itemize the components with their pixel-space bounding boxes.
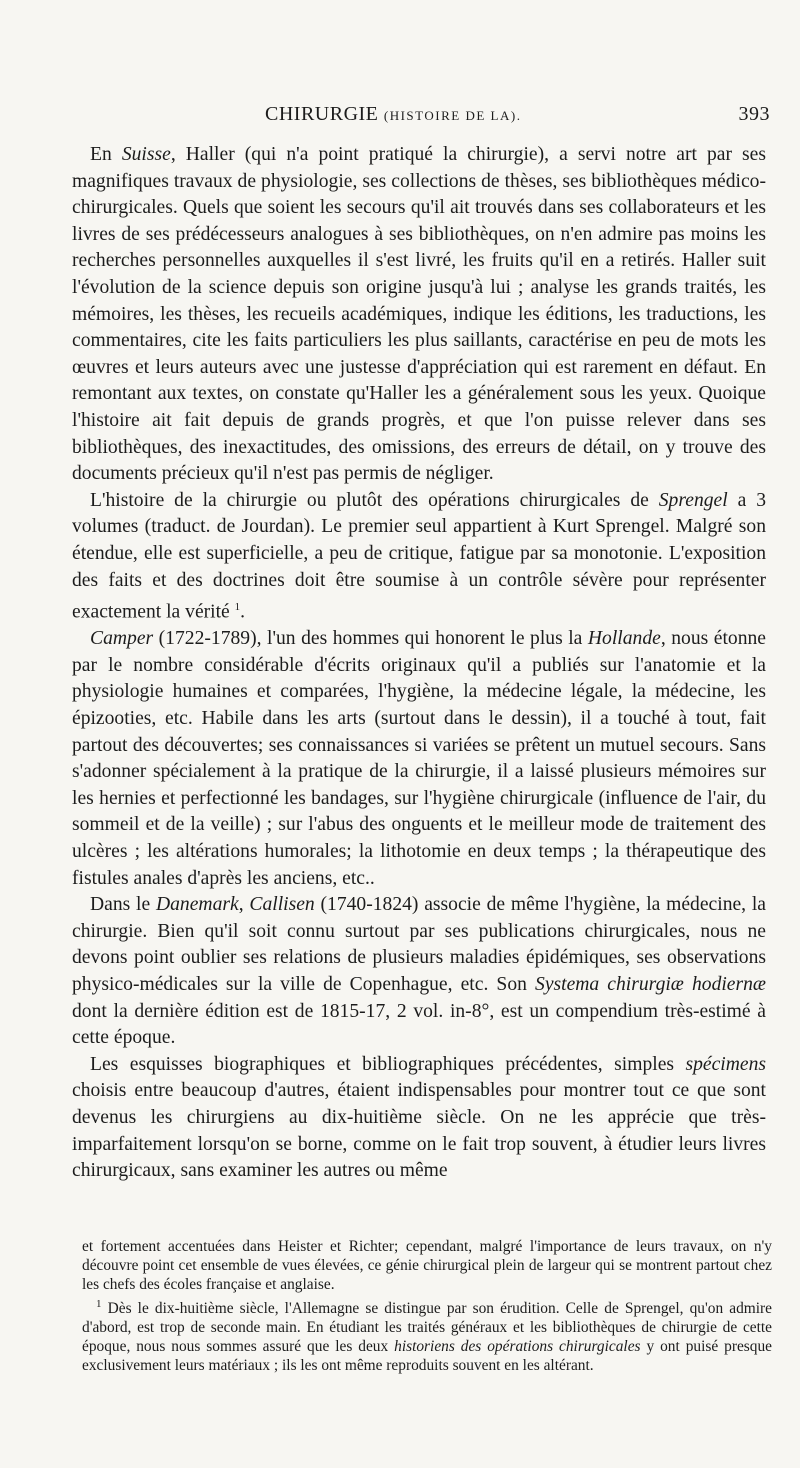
name-callisen: Callisen (249, 894, 315, 916)
place-suisse: Suisse (121, 144, 171, 165)
place-hollande: Hollande (587, 628, 661, 650)
page-number: 393 (738, 103, 770, 125)
paragraph-haller: En Suisse, Haller (qui n'a point pratiqué la chirurgie), a servi notre art par ses magnifiques travaux de physiologie, ses collections de thèses, ses bibliothèques médico-chirurgicales. Quels que soient les secours qu'il ait trouvés dans ses collaborateurs et les livres de ses prédécesseurs analogues à ses bibliothèques, on n'en admire pas moins les recherches personnelles auxquelles il s'est livré, les fruits qu'il en a retirés. Haller suit l'évolution de la science depuis son origine jusqu'à lui ; analyse les grands traités, les mémoires, les thèses, les recueils académiques, indique les éditions, les traductions, les commentaires, cite les faits particuliers les plus saillants, caractérise en peu de mots les œuvres et leurs auteurs avec une justesse d'appréciation qui est rarement en défaut. En remontant aux textes, on constate qu'Haller les a généralement sous les yeux. Quoique l'histoire ait fait depuis de grands progrès, et que l'on puisse relever dans ses bibliothèques, des inexactitudes, des omissions, des erreurs de détail, on y trouve des documents précieux qu'il n'est pas permis de négliger. (72, 144, 766, 485)
name-camper: Camper (90, 628, 154, 650)
header-title (265, 103, 521, 126)
paragraph-esquisses: Les esquisses biographiques et bibliographiques précédentes, simples spécimens choisis entre beaucoup d'autres, étaient indispensables pour montrer tout ce que sont devenus les chirurgiens au dix-huitième siècle. On ne les apprécie que très-imparfaitement lorsqu'on se borne, comme on le fait trop souvent, à étudier leurs livres chirurgicaux, sans examiner les autres ou même (72, 1053, 766, 1182)
footnote-ref-1: 1 (234, 601, 241, 614)
header-title-main: CHIRURGIE (265, 103, 379, 125)
footnote-1: $^1$ Dès le dix-huitième siècle, l'Allemagne se distingue par son érudition. Celle de Sprengel, qu'on admire d'abord, est trop de seconde main. En étudiant les traités généraux et les bibliothèques de chirurgie de cette époque, nous nous sommes assuré que les deux historiens des opérations chirurgicales y ont puisé presque exclusivement leurs matériaux ; ils les ont même reproduits souvent en les altérant. (82, 1297, 772, 1375)
place-danemark: Danemark (155, 894, 239, 916)
name-sprengel: Sprengel (658, 489, 728, 511)
body-text (72, 142, 766, 1185)
header-title-small: (HISTOIRE DE LA). (383, 108, 522, 123)
paragraph-sprengel: L'histoire de la chirurgie ou plutôt des opérations chirurgicales de Sprengel a 3 volumes (traduct. de Jourdan). Le premier seul appartient à Kurt Sprengel. Malgré son étendue, elle est superficielle, a peu de critique, fatigue par sa monotonie. L'exposition des faits et des doctrines doit être soumise à un contrôle sévère pour représenter exactement la vérité $^1$. (72, 489, 766, 623)
work-systema: Systema chirurgiæ hodiernæ (535, 973, 766, 995)
footnote-italic: historiens des opérations chirurgicales (394, 1338, 641, 1356)
word-specimens: spécimens (685, 1053, 766, 1075)
footnotes (82, 1237, 772, 1376)
footnote-continued: et fortement accentuées dans Heister et Richter; cependant, malgré l'importance de leurs travaux, on n'y découvre point cet ensemble de vues élevées, ce génie chirurgical plein de largeur qui se montrent partout chez les chefs des écoles française et anglaise. (82, 1238, 772, 1294)
paragraph-camper: Camper (1722-1789), l'un des hommes qui honorent le plus la Hollande, nous étonne par le nombre considérable d'écrits originaux qu'il a publiés sur l'anatomie et la physiologie humaines et comparées, l'hygiène, la médecine légale, la médecine, les épizooties, etc. Habile dans les arts (surtout dans le dessin), il a touché à tout, fait partout des découvertes; ses connaissances si variées se prêtent un mutuel secours. Sans s'adonner spécialement à la pratique de la chirurgie, il a laissé plusieurs mémoires sur les hernies et perfectionné les bandages, sur l'hygiène chirurgicale (influence de l'air, du sommeil et de la veille) ; sur l'abus des onguents et le meilleur mode de traitement des ulcères ; les altérations humorales; la lithotomie en deux temps ; la thérapeutique des fistules anales d'après les anciens, etc.. (72, 628, 766, 889)
footnote-mark-1: 1 (96, 1297, 102, 1310)
running-header (80, 103, 770, 133)
paragraph-callisen: Dans le Danemark, Callisen (1740-1824) associe de même l'hygiène, la médecine, la chirurgie. Bien qu'il soit connu surtout par ses publications chirurgicales, nous ne devons point oublier ses relations de plusieurs maladies épidémiques, ses observations physico-médicales sur la ville de Copenhague, etc. Son Systema chirurgiæ hodiernæ dont la dernière édition est de 1815-17, 2 vol. in-8°, est un compendium très-estimé à cette époque. (72, 894, 767, 1049)
